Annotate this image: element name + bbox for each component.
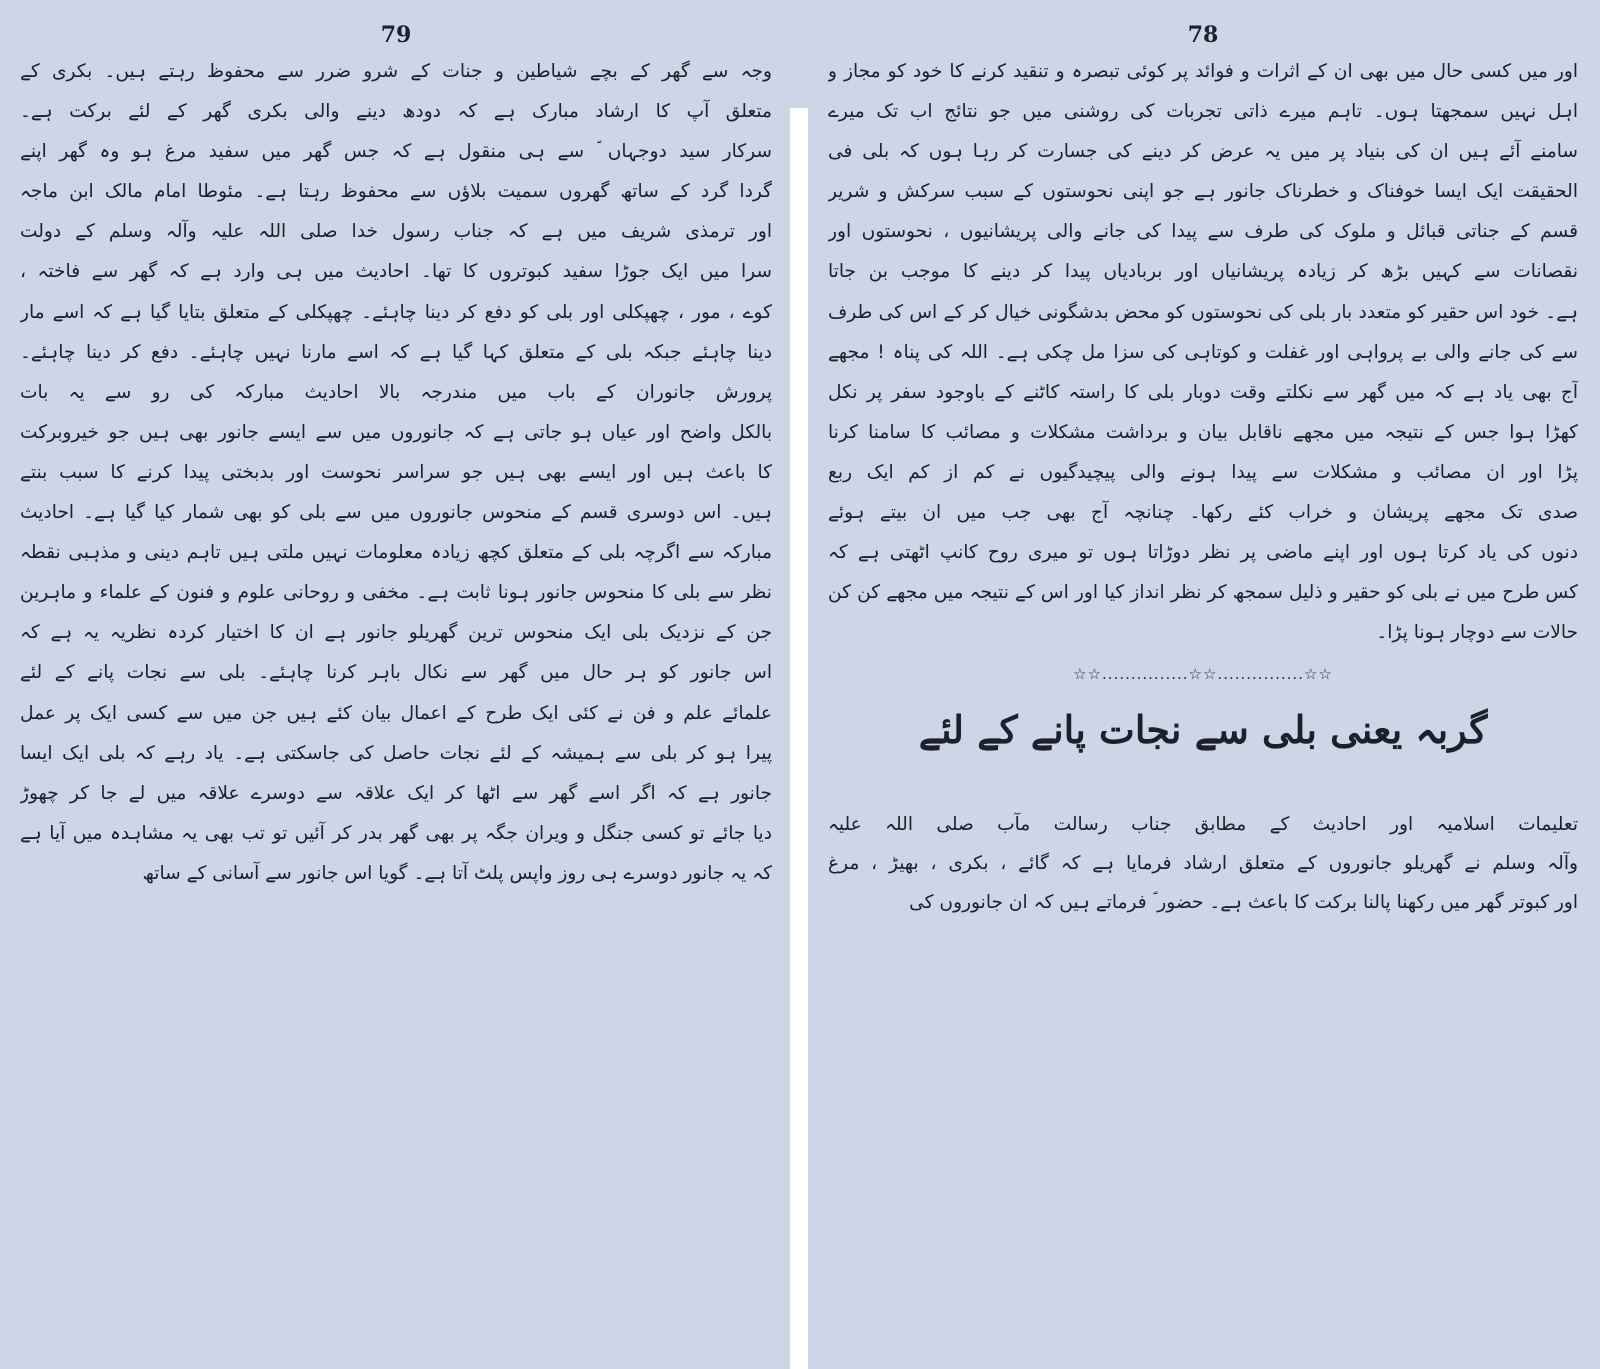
- text-line: دینا چاہئے جبکہ بلی کے متعلق کہا گیا ہے کہ اسے مارنا نہیں چاہئے۔ دفع کر دینا چاہئے۔: [20, 341, 772, 363]
- text-line: پڑا اور ان مصائب و مشکلات سے پیدا ہونے والی پیچیدگیوں نے کم از کم ایک ربع: [828, 461, 1578, 483]
- text-line: نقصانات سے کہیں بڑھ کر زیادہ پریشانیاں اور بربادیاں پیدا کر دینے کا موجب بن جاتا: [828, 261, 1578, 283]
- page-body-text: [20, 52, 772, 894]
- text-line: وجہ سے گھر کے بچے شیاطین و جنات کے شرو ضرر سے محفوظ رہتے ہیں۔ بکری کے: [20, 61, 772, 82]
- text-line: علمائے علم و فن نے کئی ایک طرح کے اعمال بیان کئے ہیں جن میں سے کسی ایک پر عمل: [20, 702, 772, 724]
- page-left: [0, 0, 790, 1369]
- text-line: بالکل واضح اور عیاں ہو جاتی ہے کہ جانوروں میں سے ایسے جانور بھی ہیں جو خیروبرکت: [20, 421, 772, 443]
- text-line: اور میں کسی حال میں بھی ان کے اثرات و فوائد پر کوئی تبصرہ و تنقید کرنے کا خود کو مجاز و: [828, 61, 1578, 82]
- text-line: جن کے نزدیک بلی ایک منحوس ترین گھریلو جانور ہے ان کا اختیار کردہ نظریہ یہ ہے کہ: [20, 622, 772, 644]
- text-line: کوے ، مور ، چھپکلی اور بلی کو دفع کر دینا چاہئے۔ چھپکلی کے متعلق بتایا گیا ہے کہ اسے مار: [20, 301, 772, 323]
- text-line: دنوں کی یاد کرتا ہوں اور اپنے ماضی پر نظر دوڑاتا ہوں تو میری روح کانپ اٹھتی ہے کہ: [828, 542, 1578, 564]
- text-line: سے کی جانے والی بے پرواہی اور غفلت و کوتاہی کی سزا مل چکی ہے۔ اللہ کی پناہ ! مجھے: [828, 341, 1578, 363]
- text-line: کھڑا ہوا جس کے نتیجہ میں مجھے ناقابل بیان و برداشت مشکلات و مصائب کا سامنا کرنا: [828, 421, 1578, 443]
- text-line: کہ یہ جانور دوسرے ہی روز واپس پلٹ آتا ہے۔ گویا اس جانور سے آسانی کے ساتھ: [142, 862, 772, 884]
- text-line: متعلق آپ کا ارشاد مبارک ہے کہ دودھ دینے والی بکری گھر کے لئے برکت ہے۔: [20, 101, 772, 123]
- text-line: کس طرح میں نے بلی کو حقیر و ذلیل سمجھ کر نظر انداز کیا اور اس کے نتیجہ میں مجھے کن کن: [828, 582, 1578, 604]
- text-line: اہل نہیں سمجھتا ہوں۔ تاہم میرے ذاتی تجربات کی روشنی میں جو نتائج اب تک میرے: [828, 101, 1578, 123]
- text-line: مبارکہ سے اگرچہ بلی کے متعلق کچھ زیادہ معلومات نہیں ملتی ہیں تاہم دینی و مذہبی نقطہ: [20, 542, 772, 564]
- page-gutter: [790, 108, 808, 1369]
- page-number: 79: [380, 22, 412, 48]
- text-line: تعلیمات اسلامیہ اور احادیث کے مطابق جناب رسالت مآب صلی اللہ علیہ: [828, 814, 1578, 836]
- text-line: سرا میں ایک جوڑا سفید کبوتروں کا تھا۔ احادیث میں ہی وارد ہے کہ گھر سے فاختہ ،: [20, 261, 772, 283]
- text-line: دیا جائے تو کسی جنگل و ویران جگہ پر بھی گھر بدر کر آئیں تو تب بھی یہ مشاہدہ میں آیا ہے: [20, 822, 772, 844]
- text-line: اور کبوتر گھر میں رکھنا پالنا برکت کا باعث ہے۔ حضور ؐ فرماتے ہیں کہ ان جانوروں کی: [909, 892, 1578, 914]
- text-line: پیرا ہو کر بلی سے ہمیشہ کے لئے نجات حاصل کی جاسکتی ہے۔ یاد رہے کہ بلی ایک ایسا: [20, 742, 772, 764]
- page-right: [808, 0, 1600, 1369]
- text-line: الحقیقت ایک ایسا خوفناک و خطرناک جانور ہے جو اپنی نحوستوں کے سبب سرکش و شریر: [828, 181, 1578, 203]
- text-line: نظر سے بلی کا منحوس جانور ہونا ثابت ہے۔ مخفی و روحانی علوم و فنون کے علماء و ماہرین: [20, 582, 772, 604]
- page-gutter-top: [790, 0, 808, 108]
- text-line: اس جانور کو ہر حال میں گھر سے نکال باہر کرنا چاہئے۔ بلی سے نجات پانے کے لئے: [20, 662, 772, 684]
- text-line: پرورش جانوران کے باب میں مندرجہ بالا احادیث مبارکہ کی رو سے یہ بات: [20, 381, 772, 403]
- text-line: اور ترمذی شریف میں ہے کہ جناب رسول خدا صلی اللہ علیہ وآلہ وسلم کے دولت: [20, 221, 772, 243]
- page-body-text: [828, 52, 1578, 653]
- text-line: کا باعث ہیں اور ایسے بھی ہیں جو سراسر نحوست اور بدبختی پیدا کرنے کا سبب بنتے: [20, 461, 772, 483]
- text-line: صدی تک مجھے پریشان و خراب کئے رکھا۔ چنانچہ آج بھی جب میں ان بیتے ہوئے: [828, 502, 1578, 524]
- text-line: وآلہ وسلم نے گھریلو جانوروں کے متعلق ارشاد فرمایا ہے کہ گائے ، بکری ، بھیڑ ، مرغ: [828, 853, 1578, 875]
- text-line: سرکار سید دوجہاں ؐ سے ہی منقول ہے کہ جس گھر میں سفید مرغ ہو وہ گھر اپنے: [20, 141, 772, 163]
- text-line: قسم کے جناتی قبائل و ملوک کی طرف سے پیدا کی جانے والی پریشانیوں ، نحوستوں اور: [828, 221, 1578, 243]
- text-line: آج بھی یاد ہے کہ میں گھر سے نکلتے وقت دوبار بلی کا راستہ کاٹنے کے باوجود سفر پر نکل: [828, 381, 1578, 403]
- text-line: جانور ہے کہ اگر اسے گھر سے اٹھا کر ایک علاقہ سے دوسرے علاقہ میں لے جا کر چھوڑ: [20, 782, 772, 804]
- text-line: گردا گرد کے ساتھ گھروں سمیت بلاؤں سے محفوظ رہتا ہے۔ مئوطا امام مالک ابن ماجہ: [20, 181, 772, 203]
- section-divider-ornament: ☆☆...............☆☆...............☆☆: [1073, 665, 1333, 684]
- text-line: ہے۔ خود اس حقیر کو متعدد بار بلی کی نحوستوں کو محض بدشگونی خیال کر کے اس کی طرف: [828, 301, 1578, 323]
- text-line: حالات سے دوچار ہونا پڑا۔: [1376, 622, 1578, 644]
- text-line: ہیں۔ اس دوسری قسم کے منحوس جانوروں میں سے بلی کو بھی شمار کیا گیا ہے۔ احادیث: [20, 502, 772, 524]
- section-heading: گربہ یعنی بلی سے نجات پانے کے لئے: [918, 707, 1488, 753]
- page-number: 78: [1187, 22, 1219, 48]
- text-line: سامنے آئے ہیں ان کی بنیاد پر میں یہ عرض کر دینے کی جسارت کر رہا ہوں کہ بلی فی: [828, 141, 1578, 163]
- section-body-text: [828, 805, 1578, 922]
